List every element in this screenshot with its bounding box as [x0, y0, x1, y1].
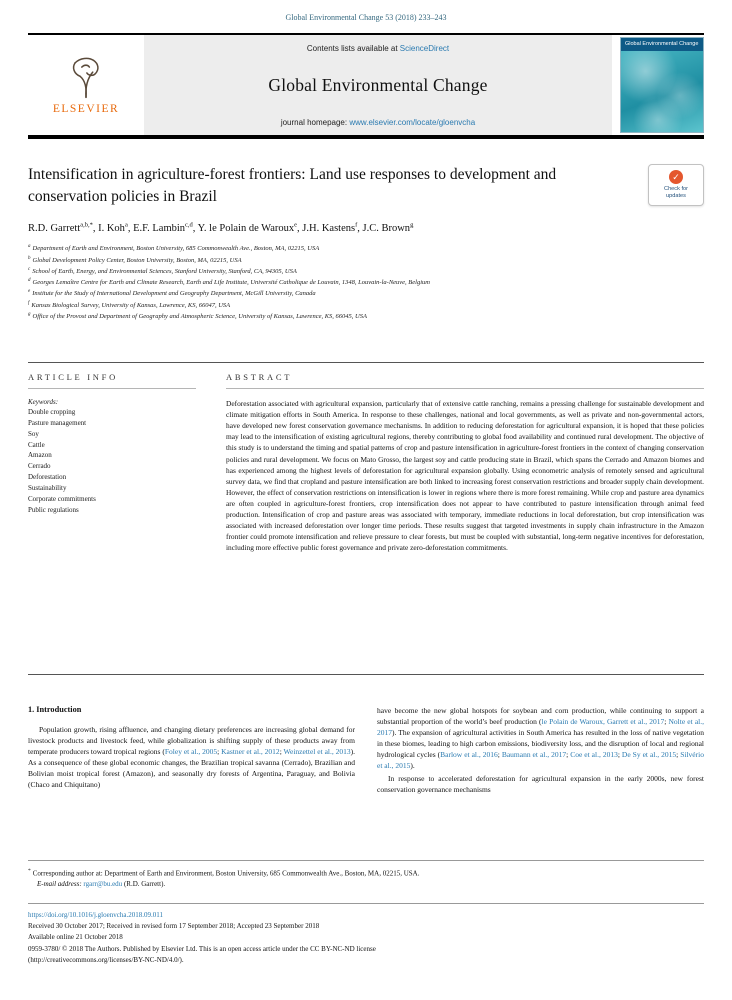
citation-link[interactable]: Barlow et al., 2016: [440, 750, 498, 760]
keyword-item: Soy: [28, 429, 39, 438]
text-segment: ;: [676, 750, 681, 760]
check-for-updates-badge[interactable]: [648, 164, 704, 206]
doi-link[interactable]: https://doi.org/10.1016/j.gloenvcha.2018.09.011: [28, 911, 163, 920]
citation-link[interactable]: Coe et al., 2013: [570, 750, 618, 760]
text-segment: ;: [217, 747, 222, 757]
keyword-item: Corporate commitments: [28, 494, 96, 503]
elsevier-tree-icon: [65, 55, 107, 101]
section-heading-introduction: 1. Introduction: [28, 704, 82, 714]
text-segment: have become the new global hotspots for soybean and corn production, while continuing to support a substantial proportion of the world’s beef production (: [377, 705, 704, 727]
text-segment: ;: [279, 747, 284, 757]
author: J.H. Kastens$^f$,: [302, 221, 363, 235]
author: Y. le Polain de Waroux$^e$,: [197, 221, 303, 235]
author-affil-sup: c,d: [185, 221, 193, 229]
text-segment: (R.D. Garrett).: [122, 880, 166, 889]
text-segment: ;: [497, 750, 502, 760]
footnote-marker: *: [28, 868, 31, 875]
author-list: [28, 222, 704, 235]
article-title: Intensification in agriculture-forest frontiers: Land use responses to development and conservation policies in Brazil: [28, 166, 557, 206]
affiliation-list: [28, 243, 704, 322]
journal-title: Global Environmental Change: [268, 75, 488, 95]
check-badge-text: [664, 186, 688, 199]
corresponding-author-note: * Corresponding author at: Department of Earth and Environment, Boston University, 685 Commonwealth Ave., Boston, MA, 02215, USA.: [28, 868, 420, 878]
journal-homepage-link[interactable]: www.elsevier.com/locate/gloenvcha: [349, 118, 476, 127]
check-badge-line2: updates: [666, 193, 686, 199]
article-info-abstract-section: [28, 362, 704, 675]
affiliation: $^a$ Department of Earth and Environment, Boston University, 685 Commonwealth Ave., Boston, MA, 02215, USA: [28, 244, 320, 253]
text-segment: ;: [617, 750, 622, 760]
keyword-item: Cattle: [28, 440, 45, 449]
masthead-bottom-rule: [28, 135, 704, 139]
homepage-line: [281, 118, 475, 127]
citation-link[interactable]: rgarr@bu.edu: [83, 880, 123, 889]
citation-link[interactable]: De Sy et al., 2015: [621, 750, 677, 760]
citation-link[interactable]: Baumann et al., 2017: [501, 750, 567, 760]
keyword-item: Deforestation: [28, 473, 67, 482]
text-segment: ).: [410, 761, 415, 771]
masthead-center: [144, 35, 612, 135]
page-footer: [28, 860, 704, 966]
affiliation: $^c$ School of Earth, Energy, and Environmental Sciences, Stanford University, Stanford, CA, 94305, USA: [28, 266, 297, 276]
abstract-text: Deforestation associated with agricultural expansion, particularly that of extensive cattle ranching, remains a pressing challenge for sustainable development and climate mitigation efforts in South America. In response to these challenges, national and local governments, as well as private and non-governmental actors, have developed new forest conservation governance mechanisms. In addition to reducing deforestation for agricultural expansion, it is hoped that these policies may lead to the intensification of existing agricultural regions, thereby contributing to global food availability and continued rural development. The objective of this study is to understand the timing and spatial patterns of crop and pasture intensification in agriculture-forest frontiers in the context of changing conservation policies and rural development. We focus on Mato Grosso, the largest soy and cattle producing state in Brazil, which spans the Cerrado and Amazon biomes and has experienced among the highest levels of deforestation for agricultural expansion globally. Using econometric analysis of remotely sensed and agricultural survey data, we find that cropland and pasture intensification are both linked to increasing forest conservation restrictions and broader supply chain development. However, the effect of conservation restrictions on intensification is lower in regions where there is more forest remaining. While crop and pasture area dynamics are often coupled in agriculture-forest frontiers, crop intensification does not appear to have contributed to pasture intensification through animal feed production. Intensification of crop and pasture areas was associated with temporary, immediate reductions in local deforestation, but crop intensification was associated with increased deforestation over longer time periods. These results suggest that targeted investments in supply chain infrastructure in the Amazon frontier could promote intensification and relieve pressure to clear forests, but must be coupled with substantial, long-term negative incentives for deforestation, including more effective public forest governance and private zero-deforestation commitments.: [226, 398, 704, 553]
author-affil-sup: a: [124, 221, 128, 229]
author: I. Koh$^a$,: [98, 221, 134, 235]
text-segment: ;: [566, 750, 571, 760]
author: R.D. Garrett$^{a,b,*}$,: [28, 221, 99, 235]
citation-link[interactable]: le Polain de Waroux, Garrett et al., 2017: [541, 717, 665, 727]
citation-link[interactable]: Kastner et al., 2012: [221, 747, 280, 757]
received-dates: Received 30 October 2017; Received in revised form 17 September 2018; Accepted 23 September 2018: [28, 922, 320, 931]
journal-citation: Global Environmental Change 53 (2018) 233–243: [285, 13, 447, 22]
check-badge-line1: Check for: [664, 186, 688, 193]
affiliation: $^f$ Kansas Biological Survey, University of Kansas, Lawrence, KS, 66047, USA: [28, 300, 231, 309]
cover-column: [612, 35, 704, 135]
keyword-item: Cerrado: [28, 462, 51, 471]
journal-cover-thumbnail: [620, 37, 704, 133]
cover-art-image: [621, 51, 703, 132]
text-segment: ). The expansion of agricultural activities in South America has resulted in the loss of native vegetation in these biomes, leading to high carbon emissions, biodiversity loss, and the disruption of local and regional hydrological cycles (: [377, 728, 704, 760]
citation-link[interactable]: Nolte et al., 2017: [377, 717, 704, 738]
affiliation: $^g$ Office of the Provost and Department of Geography and Atmospheric Science, University of Kansas, Lawrence, KS, 66045, USA: [28, 311, 367, 320]
author: J.C. Brown$^g$: [362, 221, 414, 235]
article-info-heading: ARTICLE INFO: [28, 372, 196, 389]
body-columns: [28, 705, 704, 795]
journal-masthead: [28, 35, 704, 135]
text-segment: ). As a consequence of these global economic changes, the Brazilian tropical savanna (Cerrado), Brazilian and Bolivian moist tropical forest (Amazon), and seasonally dry forests of Argentina, Paraguay, and Bolivia (Chaco and Chiquitano): [28, 747, 355, 790]
keyword-item: Double cropping: [28, 407, 76, 416]
publication-info-block: [28, 903, 704, 966]
available-online: Available online 21 October 2018: [28, 933, 123, 942]
keyword-item: Pasture management: [28, 418, 87, 427]
email-line: [37, 879, 704, 890]
intro-paragraph-2: In response to accelerated deforestation for agricultural expansion in the early 2000s, new forest conservation governance mechanisms: [377, 773, 704, 794]
contents-line: [307, 44, 449, 53]
author-affil-sup: a,b,*: [80, 221, 93, 229]
keyword-item: Sustainability: [28, 483, 67, 492]
sciencedirect-link[interactable]: ScienceDirect: [399, 44, 450, 53]
abstract-column: [226, 372, 704, 660]
homepage-prefix: journal homepage:: [280, 118, 350, 127]
cover-title: Global Environmental Change: [621, 38, 703, 51]
keyword-item: Amazon: [28, 451, 52, 460]
text-segment: Population growth, rising affluence, and changing dietary preferences are increasing global demand for livestock products and livestock feed, while globalization is shifting supply of these products away from temperate producers toward tropical regions (: [28, 724, 355, 757]
citation-link[interactable]: Weinzettel et al., 2013: [283, 747, 351, 757]
citation-link[interactable]: Foley et al., 2005: [164, 747, 218, 757]
author-affil-sup: f: [355, 221, 358, 229]
keywords-label: Keywords:: [28, 397, 59, 406]
contents-prefix: Contents lists available at: [306, 44, 400, 53]
citation-link[interactable]: Silvério et al., 2015: [377, 750, 704, 771]
title-row: [28, 164, 704, 209]
elsevier-wordmark: ELSEVIER: [52, 103, 120, 115]
intro-paragraph-1-continued: [377, 705, 704, 772]
affiliation: $^b$ Global Development Policy Center, Boston University, Boston, MA, 02215, USA: [28, 255, 242, 264]
intro-paragraph-1: [28, 724, 355, 791]
body-right-column: [377, 705, 704, 795]
abstract-heading: ABSTRACT: [226, 372, 704, 389]
author: E.F. Lambin$^{c,d}$,: [133, 221, 198, 235]
crossmark-icon: ✓: [669, 170, 683, 184]
affiliation: $^e$ Institute for the Study of International Development and Geography Department, McGill University, Canada: [28, 289, 316, 298]
text-segment: E-mail address:: [37, 880, 84, 889]
footnote-area: [28, 861, 704, 890]
body-left-column: [28, 705, 355, 795]
elsevier-logo: [28, 35, 144, 135]
author-affil-sup: g: [410, 221, 414, 229]
keyword-item: Public regulations: [28, 505, 79, 514]
text-segment: ;: [664, 717, 669, 727]
article-info-column: [28, 372, 196, 660]
copyright-line: 0959-3780/ © 2018 The Authors. Published by Elsevier Ltd. This is an open access article under the CC BY-NC-ND license: [28, 944, 376, 953]
affiliation: $^d$ Georges Lemaître Centre for Earth and Climate Research, Earth and Life Institute, Université Catholique de Louvain, 1348, Louvain-la-Neuve, Belgium: [28, 278, 430, 287]
author-affil-sup: e: [294, 221, 298, 229]
license-url-line: (http://creativecommons.org/licenses/BY-NC-ND/4.0/).: [28, 955, 184, 964]
